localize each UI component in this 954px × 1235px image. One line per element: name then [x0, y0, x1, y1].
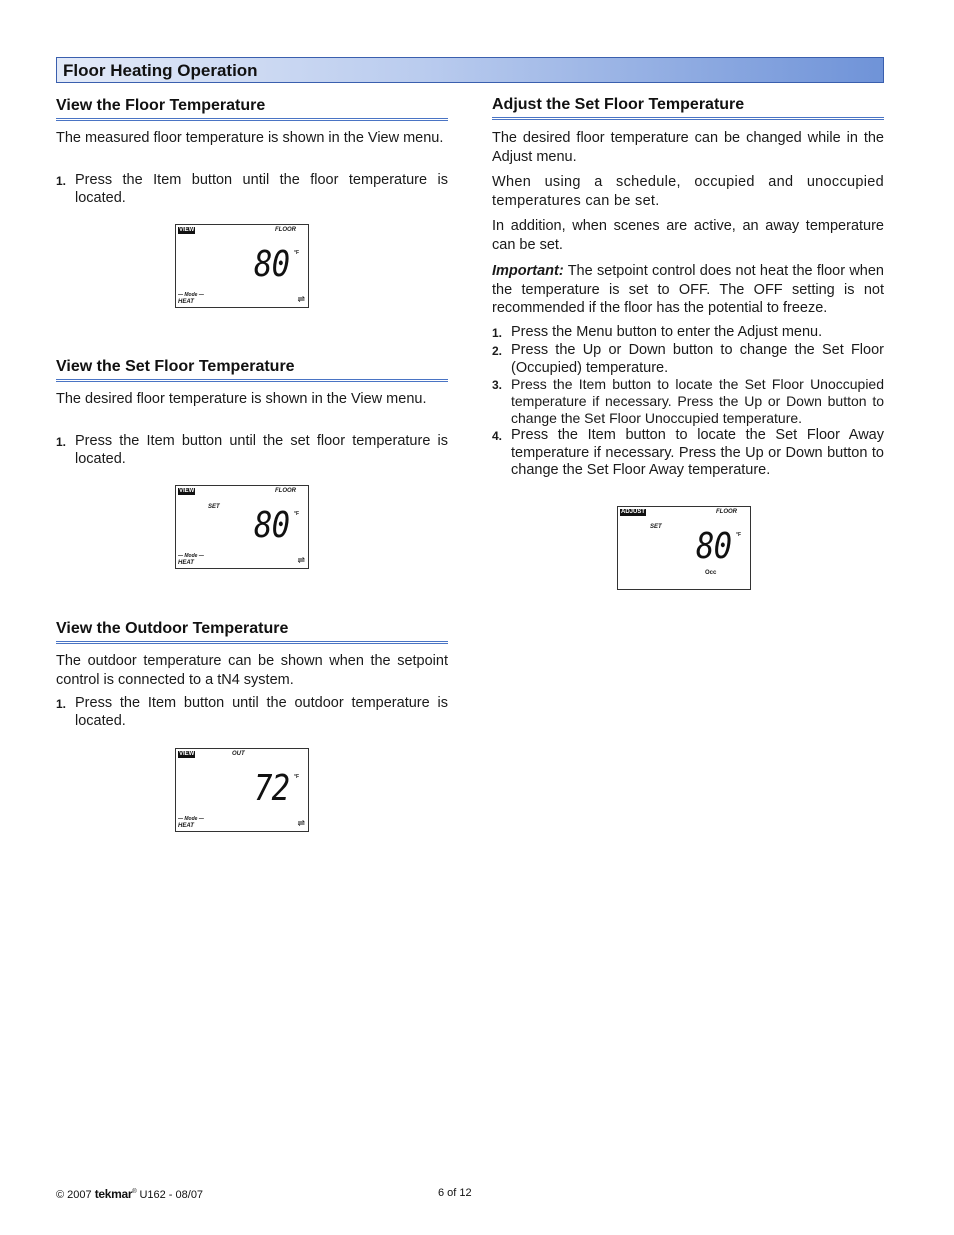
step-number: 4.: [492, 429, 503, 443]
heading-view-floor-temperature: [56, 96, 448, 121]
paragraph: The desired floor temperature is shown in the View menu.: [56, 391, 427, 407]
list-item: [56, 433, 448, 468]
exchange-arrows-icon: ⇌: [297, 555, 305, 565]
mode-label: — Mode —: [178, 553, 204, 559]
important-label: Important:: [492, 263, 564, 279]
step-number: 2.: [492, 344, 503, 358]
menu-indicator: VIEW: [179, 751, 195, 757]
unit-label: °F: [736, 532, 742, 538]
unit-label: °F: [294, 250, 300, 256]
list-item: [492, 427, 884, 480]
unit-label: °F: [294, 774, 300, 780]
display-label: FLOOR: [275, 227, 296, 233]
heat-label: HEAT: [178, 823, 194, 829]
unit-label: °F: [294, 511, 300, 517]
paragraph: When using a schedule, occupied and unoccupied temperatures can be set.: [492, 174, 884, 209]
document-number: U162 - 08/07: [139, 1189, 204, 1201]
set-label: SET: [650, 524, 662, 530]
step-text: Press the Item button until the floor temperature is located.: [75, 172, 448, 206]
temperature-value: 80: [696, 526, 732, 567]
heat-label: HEAT: [178, 299, 194, 305]
mode-label: — Mode —: [178, 292, 204, 298]
mode-label: — Mode —: [178, 816, 204, 822]
step-text: Press the Item button to locate the Set Floor Unoccupied temperature if necessary. Press the Up or Down button to change the Set Floor Unoccupied temperature.: [511, 376, 884, 426]
heading-view-outdoor-temperature: [56, 619, 448, 644]
lcd-display-adjust: [617, 506, 751, 590]
exchange-arrows-icon: ⇌: [297, 294, 305, 304]
step-number: 1.: [492, 326, 503, 340]
heading-text: Adjust the Set Floor Temperature: [492, 96, 745, 113]
copyright-text: © 2007: [56, 1189, 92, 1201]
important-text: The setpoint control does not heat the floor when the temperature is set to OFF. The OFF setting is not recommended if the floor has the potential to freeze.: [492, 263, 884, 316]
banner-title: Floor Heating Operation: [63, 61, 258, 80]
lcd-display-set-floor: [175, 485, 309, 569]
right-column: [492, 0, 884, 1235]
menu-indicator: ADJUST: [621, 509, 646, 515]
paragraph: In addition, when scenes are active, an away temperature can be set.: [492, 218, 884, 253]
list-item: [492, 376, 884, 427]
occupied-label: Occ: [705, 570, 717, 576]
brand-logo: [95, 1187, 137, 1201]
footer-left: [56, 1187, 203, 1201]
heading-text: View the Outdoor Temperature: [56, 620, 289, 637]
display-label: FLOOR: [275, 488, 296, 494]
step-number: 3.: [492, 378, 503, 392]
step-number: 1.: [56, 174, 67, 188]
important-note: [492, 262, 884, 318]
menu-indicator: VIEW: [179, 227, 195, 233]
list-item: [56, 695, 448, 730]
step-text: Press the Item button until the outdoor temperature is located.: [75, 695, 448, 729]
list-item: [492, 342, 884, 377]
step-number: 1.: [56, 435, 67, 449]
step-text: Press the Menu button to enter the Adjust menu.: [511, 324, 823, 340]
paragraph: The outdoor temperature can be shown when the setpoint control is connected to a tN4 system.: [56, 653, 448, 688]
heading-adjust-set-floor-temperature: [492, 95, 884, 120]
lcd-display-outdoor: [175, 748, 309, 832]
step-text: Press the Item button until the set floor temperature is located.: [75, 433, 448, 467]
step-text: Press the Item button to locate the Set Floor Away temperature if necessary. Press the Up or Down button to change the Set Floor Away temperature.: [511, 427, 884, 478]
exchange-arrows-icon: ⇌: [297, 818, 305, 828]
paragraph: The desired floor temperature can be changed while in the Adjust menu.: [492, 130, 884, 165]
display-label: OUT: [232, 751, 245, 757]
list-item: [492, 324, 884, 342]
brand-name: tekmar: [94, 1187, 133, 1201]
lcd-display-floor: [175, 224, 309, 308]
heading-text: View the Floor Temperature: [56, 97, 266, 114]
registered-mark: ®: [132, 1189, 137, 1195]
heading-view-set-floor-temperature: [56, 357, 448, 382]
heat-label: HEAT: [178, 560, 194, 566]
temperature-value: 80: [254, 505, 290, 546]
page-number: 6 of 12: [438, 1187, 472, 1199]
step-text: Press the Up or Down button to change the Set Floor (Occupied) temperature.: [511, 342, 884, 376]
set-label: SET: [208, 504, 220, 510]
temperature-value: 72: [254, 768, 290, 809]
heading-text: View the Set Floor Temperature: [56, 358, 295, 375]
step-number: 1.: [56, 697, 67, 711]
list-item: [56, 172, 448, 207]
display-label: FLOOR: [716, 509, 737, 515]
menu-indicator: VIEW: [179, 488, 195, 494]
temperature-value: 80: [254, 244, 290, 285]
paragraph: The measured floor temperature is shown in the View menu.: [56, 130, 444, 146]
left-column: [56, 0, 448, 1235]
